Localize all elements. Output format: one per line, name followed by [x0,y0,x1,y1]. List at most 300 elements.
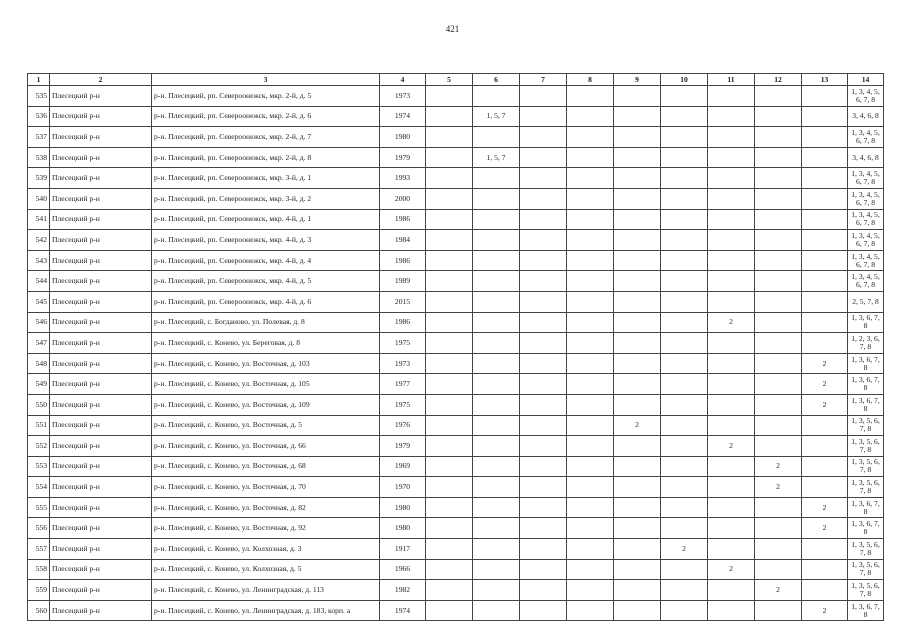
col12-cell [755,394,802,415]
col5-cell [426,127,473,148]
col5-cell [426,250,473,271]
row-number: 550 [28,394,50,415]
col9-cell [614,374,661,395]
col9-cell [614,580,661,601]
col13-cell [802,333,848,354]
col7-cell [520,415,567,436]
col11-cell [708,539,755,560]
table-row [28,271,884,292]
col9-cell [614,518,661,539]
col10-cell [661,106,708,127]
district-cell: Плесецкий р-н [50,250,152,271]
col7-cell [520,250,567,271]
col8-cell [567,168,614,189]
col10-cell [661,271,708,292]
col10-cell [661,209,708,230]
row-number: 544 [28,271,50,292]
col8-cell [567,477,614,498]
col9-cell [614,106,661,127]
col6-cell [473,415,520,436]
address-cell: р-н. Плесецкий, рп. Североонежск, мкр. 2-й, д. 7 [152,127,380,148]
col12-cell [755,106,802,127]
col6-cell [473,209,520,230]
col12-cell: 2 [755,580,802,601]
address-cell: р-н. Плесецкий, рп. Североонежск, мкр. 4-й, д. 4 [152,250,380,271]
col8-cell [567,188,614,209]
table-row [28,291,884,312]
col7-cell [520,333,567,354]
district-cell: Плесецкий р-н [50,539,152,560]
year-cell: 1974 [380,600,426,621]
col5-cell [426,188,473,209]
table-row [28,415,884,436]
row-number: 542 [28,230,50,251]
col9-cell [614,539,661,560]
col11-cell [708,147,755,168]
col10-cell [661,230,708,251]
table-row [28,436,884,457]
col11-cell [708,168,755,189]
col10-cell [661,333,708,354]
year-cell: 1975 [380,394,426,415]
col6-cell [473,477,520,498]
address-cell: р-н. Плесецкий, с. Конево, ул. Восточная, д. 92 [152,518,380,539]
col10-cell [661,353,708,374]
col7-cell [520,394,567,415]
col11-cell: 2 [708,559,755,580]
row-number: 538 [28,147,50,168]
col12-cell [755,436,802,457]
col10-cell [661,415,708,436]
col13-cell [802,539,848,560]
address-cell: р-н. Плесецкий, с. Конево, ул. Восточная, д. 66 [152,436,380,457]
col8-cell [567,86,614,107]
year-cell: 1982 [380,580,426,601]
row-number: 557 [28,539,50,560]
year-cell: 1979 [380,147,426,168]
col9-cell [614,291,661,312]
row-number: 535 [28,86,50,107]
col7-cell [520,271,567,292]
col9-cell [614,600,661,621]
col6-cell [473,230,520,251]
col10-cell [661,600,708,621]
col14-cell: 1, 3, 6, 7, 8 [848,518,884,539]
table-row [28,353,884,374]
col5-cell [426,559,473,580]
col5-cell [426,477,473,498]
col10-cell [661,312,708,333]
col8-cell [567,374,614,395]
column-header: 5 [426,74,473,86]
col11-cell [708,106,755,127]
address-cell: р-н. Плесецкий, с. Конево, ул. Ленинградская, д. 183, корп. а [152,600,380,621]
col6-cell: 1, 5, 7 [473,106,520,127]
col9-cell [614,168,661,189]
col5-cell [426,374,473,395]
col9-cell [614,127,661,148]
column-header: 3 [152,74,380,86]
address-cell: р-н. Плесецкий, с. Конево, ул. Колхозная, д. 3 [152,539,380,560]
district-cell: Плесецкий р-н [50,209,152,230]
table-row [28,147,884,168]
col11-cell [708,127,755,148]
col7-cell [520,291,567,312]
col8-cell [567,456,614,477]
district-cell: Плесецкий р-н [50,333,152,354]
col10-cell [661,86,708,107]
col7-cell [520,580,567,601]
col11-cell [708,580,755,601]
year-cell: 1986 [380,209,426,230]
col11-cell [708,188,755,209]
header-row [28,74,884,86]
district-cell: Плесецкий р-н [50,106,152,127]
row-number: 560 [28,600,50,621]
district-cell: Плесецкий р-н [50,127,152,148]
table-row [28,600,884,621]
col6-cell [473,394,520,415]
col9-cell [614,271,661,292]
col12-cell [755,291,802,312]
address-cell: р-н. Плесецкий, с. Конево, ул. Колхозная, д. 5 [152,559,380,580]
year-cell: 2015 [380,291,426,312]
table-row [28,559,884,580]
col6-cell [473,497,520,518]
col5-cell [426,230,473,251]
col11-cell [708,333,755,354]
row-number: 555 [28,497,50,518]
col5-cell [426,415,473,436]
col5-cell [426,106,473,127]
row-number: 545 [28,291,50,312]
col8-cell [567,580,614,601]
address-cell: р-н. Плесецкий, с. Конево, ул. Береговая, д. 8 [152,333,380,354]
col13-cell [802,106,848,127]
district-cell: Плесецкий р-н [50,353,152,374]
district-cell: Плесецкий р-н [50,600,152,621]
col5-cell [426,209,473,230]
col9-cell: 2 [614,415,661,436]
table-row [28,394,884,415]
col14-cell: 1, 3, 6, 7, 8 [848,600,884,621]
col5-cell [426,456,473,477]
address-cell: р-н. Плесецкий, с. Конево, ул. Восточная, д. 103 [152,353,380,374]
address-cell: р-н. Плесецкий, с. Конево, ул. Восточная, д. 82 [152,497,380,518]
col8-cell [567,600,614,621]
col8-cell [567,436,614,457]
col6-cell [473,600,520,621]
col11-cell [708,477,755,498]
col14-cell: 1, 3, 5, 6, 7, 8 [848,415,884,436]
col14-cell: 1, 2, 3, 6, 7, 8 [848,333,884,354]
col5-cell [426,333,473,354]
district-cell: Плесецкий р-н [50,168,152,189]
col12-cell [755,497,802,518]
col10-cell [661,394,708,415]
address-cell: р-н. Плесецкий, рп. Североонежск, мкр. 3-й, д. 1 [152,168,380,189]
col7-cell [520,127,567,148]
col14-cell: 1, 3, 6, 7, 8 [848,312,884,333]
col11-cell [708,415,755,436]
table-row [28,127,884,148]
col10-cell [661,559,708,580]
col14-cell: 1, 3, 6, 7, 8 [848,353,884,374]
col12-cell [755,333,802,354]
col14-cell: 1, 3, 5, 6, 7, 8 [848,559,884,580]
col8-cell [567,559,614,580]
row-number: 543 [28,250,50,271]
col13-cell [802,168,848,189]
col11-cell [708,456,755,477]
col8-cell [567,106,614,127]
address-cell: р-н. Плесецкий, рп. Североонежск, мкр. 3-й, д. 2 [152,188,380,209]
row-number: 547 [28,333,50,354]
col6-cell [473,456,520,477]
col11-cell [708,250,755,271]
col11-cell [708,497,755,518]
year-cell: 1984 [380,230,426,251]
col6-cell [473,188,520,209]
district-cell: Плесецкий р-н [50,415,152,436]
col9-cell [614,147,661,168]
table-row [28,188,884,209]
col12-cell [755,127,802,148]
col13-cell: 2 [802,600,848,621]
year-cell: 1966 [380,559,426,580]
col14-cell: 1, 3, 5, 6, 7, 8 [848,580,884,601]
district-cell: Плесецкий р-н [50,580,152,601]
col12-cell [755,518,802,539]
col5-cell [426,168,473,189]
col6-cell [473,436,520,457]
district-cell: Плесецкий р-н [50,312,152,333]
district-cell: Плесецкий р-н [50,271,152,292]
table-row [28,539,884,560]
col13-cell [802,580,848,601]
col14-cell: 1, 3, 6, 7, 8 [848,374,884,395]
col14-cell: 1, 3, 6, 7, 8 [848,497,884,518]
col10-cell [661,168,708,189]
col12-cell [755,539,802,560]
col12-cell [755,209,802,230]
col12-cell [755,271,802,292]
col14-cell: 1, 3, 4, 5, 6, 7, 8 [848,230,884,251]
row-number: 558 [28,559,50,580]
col10-cell [661,188,708,209]
col8-cell [567,230,614,251]
row-number: 539 [28,168,50,189]
col13-cell [802,312,848,333]
col5-cell [426,518,473,539]
address-cell: р-н. Плесецкий, с. Конево, ул. Восточная, д. 5 [152,415,380,436]
col6-cell [473,559,520,580]
col8-cell [567,147,614,168]
col6-cell [473,312,520,333]
table-row [28,456,884,477]
table-row [28,518,884,539]
column-header: 11 [708,74,755,86]
col6-cell [473,333,520,354]
col8-cell [567,415,614,436]
col13-cell [802,415,848,436]
col7-cell [520,456,567,477]
col7-cell [520,518,567,539]
col10-cell [661,456,708,477]
year-cell: 1970 [380,477,426,498]
col6-cell [473,539,520,560]
year-cell: 1969 [380,456,426,477]
col12-cell [755,86,802,107]
col14-cell: 1, 3, 5, 6, 7, 8 [848,477,884,498]
year-cell: 1986 [380,250,426,271]
district-cell: Плесецкий р-н [50,436,152,457]
column-header: 6 [473,74,520,86]
col8-cell [567,353,614,374]
col9-cell [614,456,661,477]
col9-cell [614,188,661,209]
year-cell: 1980 [380,127,426,148]
col7-cell [520,559,567,580]
col12-cell [755,312,802,333]
col6-cell: 1, 5, 7 [473,147,520,168]
col7-cell [520,86,567,107]
col7-cell [520,147,567,168]
col13-cell [802,188,848,209]
table-row [28,477,884,498]
row-number: 556 [28,518,50,539]
col11-cell: 2 [708,312,755,333]
col11-cell [708,86,755,107]
col13-cell [802,147,848,168]
address-cell: р-н. Плесецкий, рп. Североонежск, мкр. 4-й, д. 5 [152,271,380,292]
col11-cell [708,518,755,539]
district-cell: Плесецкий р-н [50,518,152,539]
col12-cell [755,250,802,271]
table-row [28,250,884,271]
col7-cell [520,497,567,518]
year-cell: 1993 [380,168,426,189]
table-row [28,580,884,601]
col6-cell [473,374,520,395]
col9-cell [614,209,661,230]
year-cell: 1973 [380,353,426,374]
col13-cell: 2 [802,497,848,518]
year-cell: 1974 [380,106,426,127]
col13-cell [802,456,848,477]
col13-cell [802,127,848,148]
col7-cell [520,230,567,251]
address-cell: р-н. Плесецкий, рп. Североонежск, мкр. 2-й, д. 8 [152,147,380,168]
col7-cell [520,312,567,333]
col7-cell [520,477,567,498]
col8-cell [567,127,614,148]
address-cell: р-н. Плесецкий, с. Конево, ул. Восточная, д. 109 [152,394,380,415]
column-header: 12 [755,74,802,86]
col10-cell [661,580,708,601]
col12-cell [755,168,802,189]
table-row [28,86,884,107]
col5-cell [426,312,473,333]
col12-cell [755,230,802,251]
col7-cell [520,106,567,127]
district-cell: Плесецкий р-н [50,188,152,209]
year-cell: 1986 [380,312,426,333]
col9-cell [614,230,661,251]
col13-cell [802,477,848,498]
district-cell: Плесецкий р-н [50,86,152,107]
col11-cell [708,230,755,251]
district-cell: Плесецкий р-н [50,230,152,251]
col14-cell: 2, 5, 7, 8 [848,291,884,312]
col8-cell [567,497,614,518]
col13-cell: 2 [802,518,848,539]
col6-cell [473,86,520,107]
col13-cell: 2 [802,353,848,374]
address-cell: р-н. Плесецкий, рп. Североонежск, мкр. 2-й, д. 5 [152,86,380,107]
col11-cell [708,209,755,230]
district-cell: Плесецкий р-н [50,291,152,312]
col6-cell [473,250,520,271]
row-number: 548 [28,353,50,374]
address-cell: р-н. Плесецкий, с. Конево, ул. Восточная, д. 105 [152,374,380,395]
col11-cell [708,600,755,621]
col11-cell [708,271,755,292]
col10-cell [661,436,708,457]
col9-cell [614,559,661,580]
col11-cell [708,353,755,374]
col8-cell [567,291,614,312]
col8-cell [567,312,614,333]
col9-cell [614,497,661,518]
col14-cell: 1, 3, 5, 6, 7, 8 [848,539,884,560]
table-row [28,209,884,230]
col10-cell [661,497,708,518]
col10-cell [661,291,708,312]
col9-cell [614,333,661,354]
table-row [28,497,884,518]
col9-cell [614,394,661,415]
year-cell: 1973 [380,86,426,107]
col10-cell [661,147,708,168]
col12-cell [755,374,802,395]
col9-cell [614,436,661,457]
col10-cell [661,477,708,498]
year-cell: 1977 [380,374,426,395]
col13-cell: 2 [802,374,848,395]
col12-cell: 2 [755,477,802,498]
col6-cell [473,127,520,148]
col13-cell [802,291,848,312]
col5-cell [426,271,473,292]
col6-cell [473,291,520,312]
col7-cell [520,209,567,230]
year-cell: 2000 [380,188,426,209]
col13-cell: 2 [802,394,848,415]
column-header: 9 [614,74,661,86]
col7-cell [520,188,567,209]
col8-cell [567,271,614,292]
year-cell: 1989 [380,271,426,292]
col5-cell [426,291,473,312]
address-cell: р-н. Плесецкий, с. Конево, ул. Восточная, д. 68 [152,456,380,477]
address-cell: р-н. Плесецкий, рп. Североонежск, мкр. 4-й, д. 6 [152,291,380,312]
col5-cell [426,353,473,374]
column-header: 8 [567,74,614,86]
col13-cell [802,559,848,580]
row-number: 553 [28,456,50,477]
col13-cell [802,209,848,230]
